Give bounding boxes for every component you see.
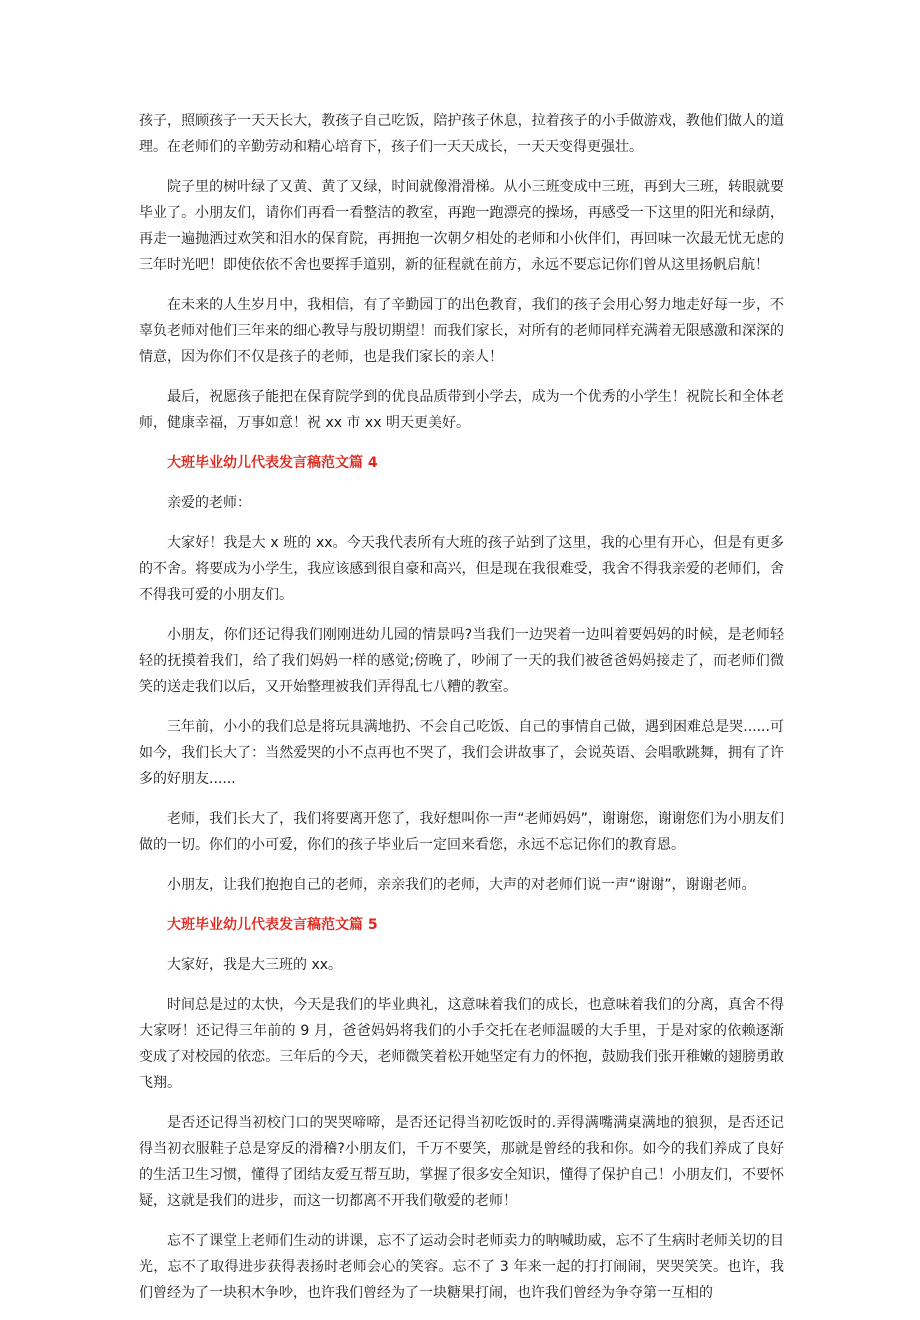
paragraph: 最后，祝愿孩子能把在保育院学到的优良品质带到小学去，成为一个优秀的小学生！祝院长和全体老师，健康幸福，万事如意！祝 xx 市 xx 明天更美好。 — [139, 389, 784, 431]
section-heading-4: 大班毕业幼儿代表发言稿范文篇 4 — [167, 455, 378, 471]
paragraph: 忘不了课堂上老师们生动的讲课，忘不了运动会时老师卖力的呐喊助威，忘不了生病时老师关切的目光，忘不了取得进步获得表扬时老师会心的笑容。忘不了 3 年来一起的打打闹闹，哭哭笑笑。也许，我们曾经为了一块积木争吵，也许我们曾经为了一块糖果打闹，也许我们曾经为争夺第一互相的 — [139, 1233, 784, 1301]
paragraph: 老师，我们长大了，我们将要离开您了，我好想叫你一声“老师妈妈”，谢谢您，谢谢您们为小朋友们做的一切。你们的小可爱，你们的孩子毕业后一定回来看您，永远不忘记你们的教育恩。 — [139, 811, 784, 853]
paragraph: 时间总是过的太快，今天是我们的毕业典礼，这意味着我们的成长，也意味着我们的分离，真舍不得大家呀！还记得三年前的 9 月，爸爸妈妈将我们的小手交托在老师温暖的大手里，于是对家的依赖逐渐变成了对校园的依恋。三年后的今天，老师微笑着松开她坚定有力的怀抱，鼓励我们张开稚嫩的翅膀勇敢飞翔。 — [139, 997, 784, 1091]
document-body — [139, 108, 784, 1320]
paragraph: 小朋友，让我们抱抱自己的老师，亲亲我们的老师，大声的对老师们说一声“谢谢”，谢谢老师。 — [167, 877, 756, 893]
section-heading-5: 大班毕业幼儿代表发言稿范文篇 5 — [167, 917, 378, 933]
paragraph: 小朋友，你们还记得我们刚刚进幼儿园的情景吗?当我们一边哭着一边叫着要妈妈的时候，是老师轻轻的抚摸着我们，给了我们妈妈一样的感觉;傍晚了，吵闹了一天的我们被爸爸妈妈接走了，而老师们微笑的送走我们以后，又开始整理被我们弄得乱七八糟的教室。 — [139, 627, 784, 695]
greeting: 大家好，我是大三班的 xx。 — [167, 957, 343, 973]
paragraph: 是否还记得当初校门口的哭哭啼啼，是否还记得当初吃饭时的.弄得满嘴满桌满地的狼狈，是否还记得当初衣服鞋子总是穿反的滑稽?小朋友们，千万不要笑，那就是曾经的我和你。如今的我们养成了良好的生活卫生习惯，懂得了团结友爱互帮互助，掌握了很多安全知识，懂得了保护自己！小朋友们，不要怀疑，这就是我们的进步，而这一切都离不开我们敬爱的老师！ — [139, 1115, 784, 1209]
paragraph: 大家好！我是大 x 班的 xx。今天我代表所有大班的孩子站到了这里，我的心里有开心，但是有更多的不舍。将要成为小学生，我应该感到很自豪和高兴，但是现在我很难受，我舍不得我亲爱的老师们，舍不得我可爱的小朋友们。 — [139, 535, 784, 603]
paragraph: 院子里的树叶绿了又黄、黄了又绿，时间就像滑滑梯。从小三班变成中三班，再到大三班，转眼就要毕业了。小朋友们，请你们再看一看整洁的教室，再跑一跑漂亮的操场，再感受一下这里的阳光和绿荫，再走一遍抛洒过欢笑和泪水的保育院，再拥抱一次朝夕相处的老师和小伙伴们，再回味一次最无忧无虑的三年时光吧！即使依依不舍也要挥手道别，新的征程就在前方，永远不要忘记你们曾从这里扬帆启航！ — [139, 179, 784, 273]
salutation: 亲爱的老师： — [167, 495, 251, 511]
paragraph: 孩子，照顾孩子一天天长大，教孩子自己吃饭，陪护孩子休息，拉着孩子的小手做游戏，教他们做人的道理。在老师们的辛勤劳动和精心培育下，孩子们一天天成长，一天天变得更强壮。 — [139, 113, 784, 155]
paragraph: 在未来的人生岁月中，我相信，有了辛勤园丁的出色教育，我们的孩子会用心努力地走好每一步，不辜负老师对他们三年来的细心教导与殷切期望！而我们家长，对所有的老师同样充满着无限感激和深深的情意，因为你们不仅是孩子的老师，也是我们家长的亲人！ — [139, 297, 784, 365]
paragraph: 三年前，小小的我们总是将玩具满地扔、不会自己吃饭、自己的事情自己做，遇到困难总是哭......可如今，我们长大了：当然爱哭的小不点再也不哭了，我们会讲故事了，会说英语、会唱歌跳舞，拥有了许多的好朋友...... — [139, 719, 784, 787]
